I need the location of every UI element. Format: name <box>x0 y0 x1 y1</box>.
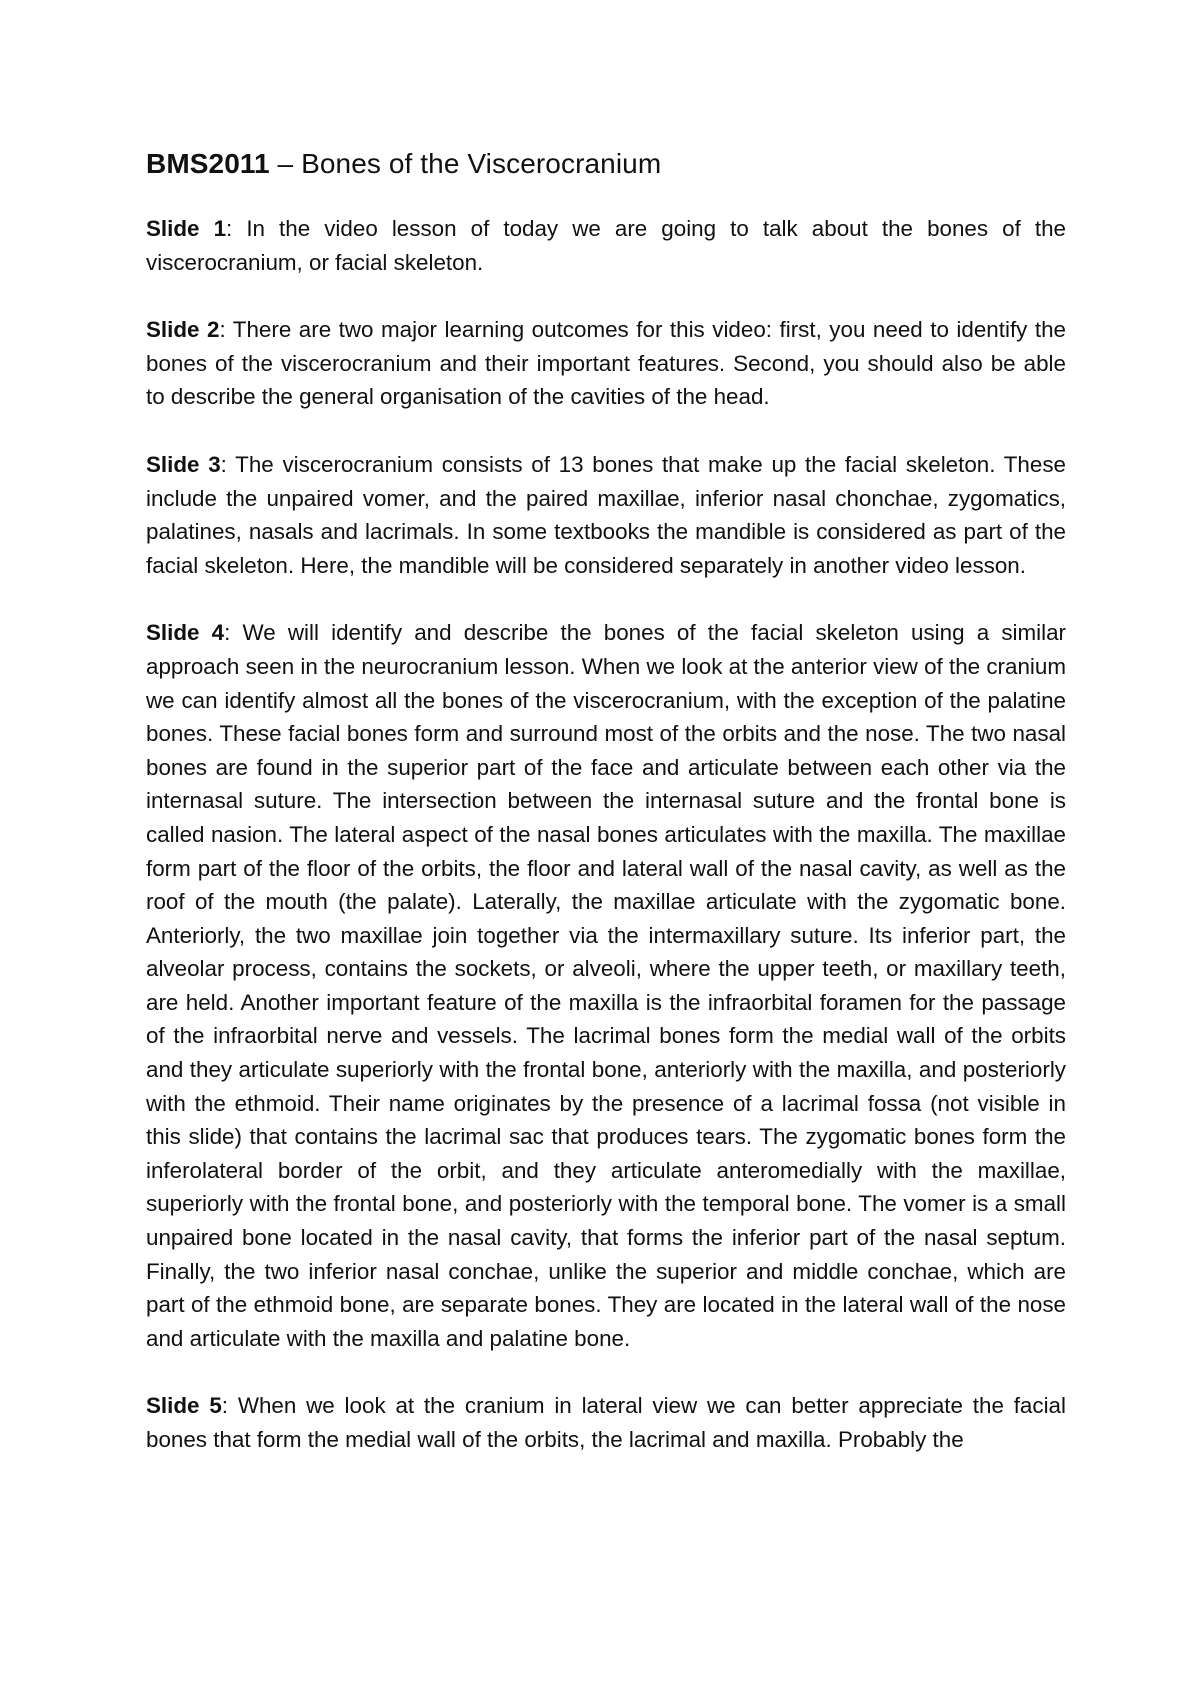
paragraph-slide-3 <box>146 448 1066 582</box>
title-text: – Bones of the Viscerocranium <box>269 148 662 179</box>
paragraph-text: : The viscerocranium consists of 13 bones that make up the facial skeleton. These include the unpaired vomer, and the paired maxillae, inferior nasal chonchae, zygomatics, palatines, nasals and lacrimals. In some textbooks the mandible is considered as part of the facial skeleton. Here, the mandible will be considered separately in another video lesson. <box>146 451 1066 578</box>
paragraph-slide-2 <box>146 313 1066 414</box>
paragraph-slide-4 <box>146 616 1066 1355</box>
paragraph-text: : When we look at the cranium in lateral view we can better appreciate the facial bones that form the medial wall of the orbits, the lacrimal and maxilla. Probably the <box>146 1393 1066 1452</box>
slide-label: Slide 4 <box>146 620 225 646</box>
course-code: BMS2011 <box>146 148 270 179</box>
paragraph-text: : We will identify and describe the bones of the facial skeleton using a similar approach seen in the neurocranium lesson. When we look at the anterior view of the cranium we can identify almost all the bones of the viscerocranium, with the exception of the palatine bones. These facial bones form and surround most of the orbits and the nose. The two nasal bones are found in the superior part of the face and articulate between each other via the internasal suture. The intersection between the internasal suture and the frontal bone is called nasion. The lateral aspect of the nasal bones articulates with the maxilla. The maxillae form part of the floor of the orbits, the floor and lateral wall of the nasal cavity, as well as the roof of the mouth (the palate). Laterally, the maxillae articulate with the zygomatic bone. Anteriorly, the two maxillae join together via the intermaxillary suture. Its inferior part, the alveolar process, contains the sockets, or alveoli, where the upper teeth, or maxillary teeth, are held. Another important feature of the maxilla is the infraorbital foramen for the passage of the infraorbital nerve and vessels. The lacrimal bones form the medial wall of the orbits and they articulate superiorly with the frontal bone, anteriorly with the maxilla, and posteriorly with the ethmoid. Their name originates by the presence of a lacrimal fossa (not visible in this slide) that contains the lacrimal sac that produces tears. The zygomatic bones form the inferolateral border of the orbit, and they articulate anteromedially with the maxillae, superiorly with the frontal bone, and posteriorly with the temporal bone. The vomer is a small unpaired bone located in the nasal cavity, that forms the inferior part of the nasal septum. Finally, the two inferior nasal conchae, unlike the superior and middle conchae, which are part of the ethmoid bone, are separate bones. They are located in the lateral wall of the nose and articulate with the maxilla and palatine bone. <box>146 620 1066 1351</box>
paragraph-text: : In the video lesson of today we are going to talk about the bones of the viscerocranium, or facial skeleton. <box>146 216 1067 275</box>
paragraph-text: : There are two major learning outcomes for this video: first, you need to identify the bones of the viscerocranium and their important features. Second, you should also be able to describe the general organisation of the cavities of the head. <box>146 317 1066 410</box>
slide-label: Slide 1 <box>146 216 227 241</box>
paragraph-slide-1 <box>146 212 1066 279</box>
slide-label: Slide 3 <box>146 451 221 477</box>
slide-label: Slide 5 <box>146 1393 222 1419</box>
slide-label: Slide 2 <box>146 317 220 343</box>
paragraph-slide-5 <box>146 1389 1066 1456</box>
document-title <box>146 146 1066 182</box>
